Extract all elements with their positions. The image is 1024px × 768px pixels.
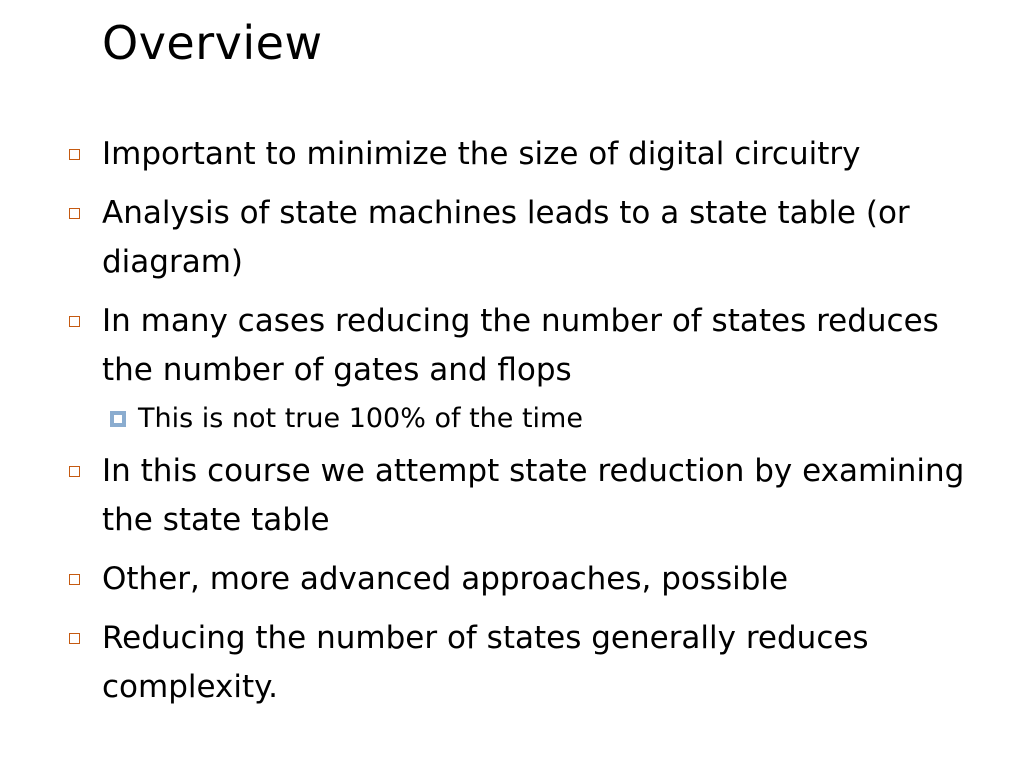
hollow-square-icon	[69, 316, 80, 327]
sub-bullet-item	[0, 401, 1024, 437]
bullet-text: Important to minimize the size of digital circuitry	[102, 136, 861, 172]
bullet-text: Other, more advanced approaches, possible	[102, 561, 789, 597]
hollow-square-icon	[69, 208, 80, 219]
bullet-item	[0, 189, 1024, 287]
bullet-item	[0, 130, 1024, 179]
bullet-item	[0, 614, 1024, 712]
hollow-square-icon	[69, 633, 80, 644]
bullet-text: Analysis of state machines leads to a state table (or diagram)	[102, 195, 910, 280]
bullet-item	[0, 447, 1024, 545]
bullet-list	[0, 130, 1024, 722]
bullet-text: In many cases reducing the number of states reduces the number of gates and flops	[102, 303, 939, 388]
hollow-square-icon	[69, 149, 80, 160]
hollow-square-icon	[69, 574, 80, 585]
slide-title: Overview	[102, 16, 323, 70]
bullet-text: Reducing the number of states generally reduces complexity.	[102, 620, 869, 705]
filled-square-icon	[110, 411, 126, 427]
bullet-text: In this course we attempt state reduction by examining the state table	[102, 453, 965, 538]
sub-bullet-text: This is not true 100% of the time	[138, 403, 583, 434]
hollow-square-icon	[69, 466, 80, 477]
bullet-item	[0, 297, 1024, 395]
bullet-item	[0, 555, 1024, 604]
